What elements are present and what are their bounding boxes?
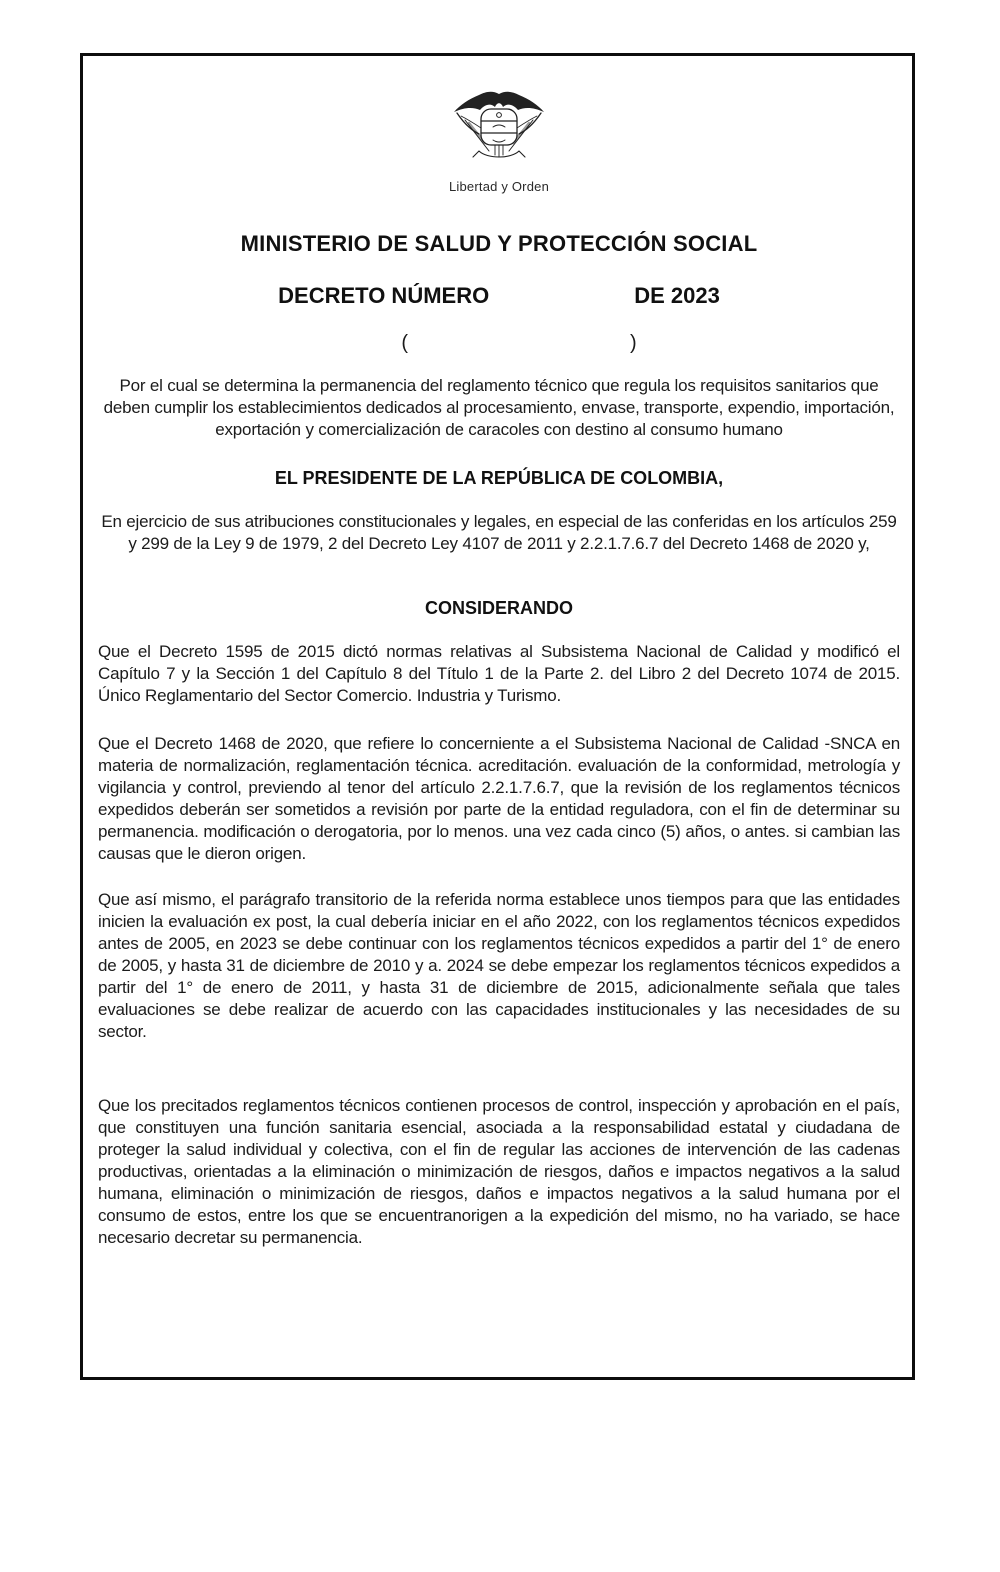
- logo-caption: Libertad y Orden: [448, 179, 550, 194]
- considerando-heading: CONSIDERANDO: [424, 598, 573, 618]
- paren-close: ): [630, 332, 637, 354]
- decree-number-label: DECRETO NÚMERO: [278, 283, 490, 308]
- paren-open: (: [401, 332, 408, 354]
- logo-block: [98, 89, 900, 194]
- decree-subject: Por el cual se determina la permanencia del reglamento técnico que regula los requisitos sanitarios que deben cumplir los establecimientos dedicados al procesamiento, envase, transporte, expendio, importación, exportación y comercialización de caracoles con destino al consumo humano: [103, 376, 895, 439]
- attribution-paragraph: En ejercicio de sus atribuciones constitucionales y legales, en especial de las conferidas en los artículos 259 y 299 de la Ley 9 de 1979, 2 del Decreto Ley 4107 de 2011 y 2.2.1.7.6.7 del Decreto 1468 de 2020 y,: [101, 512, 897, 553]
- recital-paragraph-3: Que así mismo, el parágrafo transitorio de la referida norma establece unos tiempos para que las entidades inicien la evaluación ex post, la cual debería iniciar en el año 2022, con los reglamentos técnicos expedidos antes de 2005, en 2023 se debe continuar con los reglamentos técnicos expedidos a partir del 1° de enero de 2005, y hasta 31 de diciembre de 2010 y a. 2024 se debe empezar los reglamentos técnicos expedidos a partir del 1° de enero de 2011, y hasta 31 de diciembre de 2015, adicionalmente señala que tales evaluaciones se debe realizar de acuerdo con las capacidades institucionales y las necesidades de su sector.: [98, 890, 900, 1041]
- document-border-frame: [80, 53, 915, 1380]
- recital-paragraph-1: Que el Decreto 1595 de 2015 dictó normas relativas al Subsistema Nacional de Calidad y modificó el Capítulo 7 y la Sección 1 del Capítulo 8 del Título 1 de la Parte 2. del Libro 2 del Decreto 1074 de 2015. Único Reglamentario del Sector Comercio. Industria y Turismo.: [98, 642, 900, 705]
- decree-year-label: DE 2023: [634, 283, 720, 308]
- recital-paragraph-2: Que el Decreto 1468 de 2020, que refiere lo concerniente a el Subsistema Nacional de Calidad -SNCA en materia de normalización, reglamentación técnica. acreditación. evaluación de la conformidad, metrología y vigilancia y control, previendo al tenor del artículo 2.2.1.7.6.7, que la revisión de los reglamentos técnicos expedidos deberán ser sometidos a revisión por parte de la entidad reguladora, con el fin de determinar su permanencia. modificación o derogatoria, por lo menos. una vez cada cinco (5) años, o antes. si cambian las causas que le dieron origen.: [98, 734, 900, 863]
- decree-number-line: [98, 283, 900, 309]
- decree-date-paren-line: [118, 331, 915, 355]
- recital-paragraph-4: Que los precitados reglamentos técnicos contienen procesos de control, inspección y aprobación en el país, que constituyen una función sanitaria esencial, asociada a la responsabilidad estatal y ciudadana de proteger la salud individual y colectiva, con el fin de regular las acciones de intervención de las cadenas productivas, orientadas a la eliminación o minimización de riesgos, daños e impactos negativos a la salud humana, eliminación o minimización de riesgos, daños e impactos negativos a la salud humana por el consumo de estos, entre los que se encuentranorigen a la expedición del mismo, no ha variado, se hace necesario decretar su permanencia.: [98, 1096, 900, 1247]
- president-heading: EL PRESIDENTE DE LA REPÚBLICA DE COLOMBIA,: [274, 468, 724, 488]
- colombia-coat-of-arms-icon: [445, 89, 553, 173]
- ministry-title: MINISTERIO DE SALUD Y PROTECCIÓN SOCIAL: [240, 231, 758, 256]
